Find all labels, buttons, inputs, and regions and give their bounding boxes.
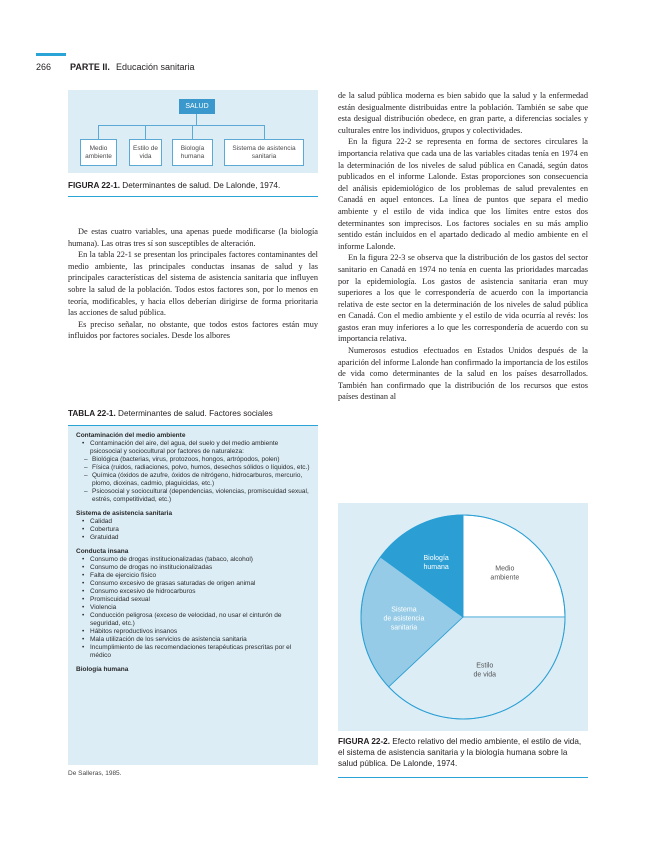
connector-line (98, 125, 264, 126)
table-subitem: – Biológica (bacterias, virus, protozoos, hongos, artrópodos, polen) (86, 456, 310, 464)
slice-label: Sistema de asistencia sanitaria (383, 606, 425, 632)
caption-label: FIGURA 22-1. (68, 181, 121, 190)
divider (338, 777, 588, 778)
figure-22-2-caption (338, 736, 588, 769)
connector-line (196, 114, 197, 125)
table-item: • Cobertura (84, 526, 310, 534)
slice-label: Medio ambiente (490, 565, 520, 582)
table-subitem: – Física (ruidos, radiaciones, polvo, humos, desechos sólidos o líquidos, etc.) (86, 464, 310, 472)
table-item: • Calidad (84, 518, 310, 526)
connector-line (98, 125, 99, 139)
determinant-box: Medio ambiente (80, 139, 117, 166)
part-label: PARTE II. (70, 62, 110, 72)
table-22-1 (68, 425, 318, 765)
determinant-box: Sistema de asistencia sanitaria (224, 139, 304, 166)
connector-line (264, 125, 265, 139)
right-column-text (338, 90, 588, 403)
paragraph: De estas cuatro variables, una apenas puede modificarse (la biología humana). Las otras tres sí son susceptibles de alteración. (68, 227, 318, 248)
caption-text: Efecto relativo del medio ambiente, el estilo de vida, el sistema de asistencia sanitaria y la biología humana sobre la salud pública. De Lalonde, 1974. (338, 737, 582, 768)
figure-22-2-chart-panel (338, 503, 588, 731)
table-item: • Falta de ejercicio físico (84, 572, 310, 580)
table-section-heading: Conducta insana (76, 548, 129, 555)
connector-line (192, 125, 193, 139)
table-label: TABLA 22-1. (68, 409, 116, 418)
table-section-heading: Sistema de asistencia sanitaria (76, 510, 173, 517)
paragraph: Es preciso señalar, no obstante, que todos estos factores están muy influidos por factores sociales. Desde los albores (68, 319, 318, 341)
table-item: • Contaminación del aire, del agua, del suelo y del medio ambiente psicosocial y sociocultural por factores de naturaleza: (84, 440, 310, 456)
divider (68, 196, 318, 197)
table-item: • Incumplimiento de las recomendaciones terapéuticas prescritas por el médico (84, 644, 310, 660)
table-item: • Consumo de drogas institucionalizadas (tabaco, alcohol) (84, 556, 310, 564)
table-section-heading: Contaminación del medio ambiente (76, 432, 186, 439)
table-item: • Consumo de drogas no institucionalizadas (84, 564, 310, 572)
table-source: De Salleras, 1985. (68, 770, 122, 777)
table-item: • Consumo excesivo de grasas saturadas de origen animal (84, 580, 310, 588)
pie-chart (338, 503, 588, 731)
slice-label: Biología humana (423, 554, 449, 571)
table-item: • Gratuidad (84, 534, 310, 542)
section-title: Educación sanitaria (116, 62, 195, 72)
paragraph: En la figura 22-2 se representa en forma de sectores circulares la importancia relativa que cada una de las variables citadas tenía en 1974 en la determinación de los niveles de salud pública en Canadá, según datos publicados en el informe Lalonde. Estas proporciones son consecuencia del análisis epidemiológico de los problemas de salud prevalentes en Canadá en aquel entonces. La línea de puntos que separa el medio ambiente y el estilo de vida indica que los límites entre estos dos determinantes son imprecisos. Los factores sociales en su más amplio sentido están incluidos en el apartado dedicado al medio ambiente en el informe Lalonde. (338, 137, 588, 251)
paragraph: En la figura 22-3 se observa que la distribución de los gastos del sector sanitario en Canadá en 1974 no tenía en cuenta las prioridades marcadas por la epidemiología. Los gastos de asistencia sanitaria eran muy superiores a los que le correspondería de acuerdo con la importancia relativa de este sector en la determinación de los niveles de salud pública en Canadá. Con el medio ambiente y el estilo de vida ocurría al revés: los gastos eran muy inferiores a lo que les correspondería de acuerdo con su importancia relativa. (338, 253, 588, 344)
salud-root-box: SALUD (179, 99, 215, 114)
table-item: • Consumo excesivo de hidrocarburos (84, 588, 310, 596)
connector-line (145, 125, 146, 139)
figure-22-1-caption (68, 180, 328, 191)
table-title: Determinantes de salud. Factores sociales (118, 409, 273, 418)
determinant-box: Biología humana (172, 139, 213, 166)
caption-label: FIGURA 22-2. (338, 737, 391, 746)
paragraph: de la salud pública moderna es bien sabido que la salud y la enfermedad están desigualmente distribuidas entre la población. También se sabe que esta desigual distribución obedece, en gran parte, a diferencias sociales y culturales entre los individuos, grupos y colectividades. (338, 91, 588, 135)
table-subitem: – Psicosocial y sociocultural (dependencias, violencias, promiscuidad sexual, estrés, competitividad, etc.) (86, 488, 310, 504)
slice-label: Estilo de vida (473, 662, 497, 679)
table-section-heading: Biología humana (76, 666, 129, 673)
paragraph: Numerosos estudios efectuados en Estados Unidos después de la aparición del informe Lalonde han confirmado la importancia de los estilos de vida como determinantes de la salud en los países desarrollados. También han confirmado que la distribución de los recursos que estos países destinan al (338, 346, 588, 402)
table-item: • Mala utilización de los servicios de asistencia sanitaria (84, 636, 310, 644)
determinant-box: Estilo de vida (129, 139, 162, 166)
table-subitem: – Química (óxidos de azufre, óxidos de nitrógeno, hidrocarburos, mercurio, plomo, dioxinas, cadmio, plaguicidas, etc.) (86, 472, 310, 488)
page-number: 266 (36, 62, 52, 72)
header-accent-bar (36, 53, 66, 56)
table-item: • Hábitos reproductivos insanos (84, 628, 310, 636)
table-item: • Violencia (84, 604, 310, 612)
left-column-text (68, 226, 318, 342)
table-22-1-title (68, 408, 328, 419)
figure-22-1-diagram (68, 90, 318, 173)
table-item: • Promiscuidad sexual (84, 596, 310, 604)
table-item: • Conducción peligrosa (exceso de velocidad, no usar el cinturón de seguridad, etc.) (84, 612, 310, 628)
caption-text: Determinantes de salud. De Lalonde, 1974. (122, 181, 281, 190)
paragraph: En la tabla 22-1 se presentan los principales factores contaminantes del medio ambiente, las principales conductas insanas de salud y las principales características del sistema de asistencia sanitaria que influyen sobre la salud de la población. Todos estos factores son, por lo menos en teoría, modificables, y hacia ellos deberían dirigirse de forma prioritaria las acciones de salud pública. (68, 250, 318, 318)
